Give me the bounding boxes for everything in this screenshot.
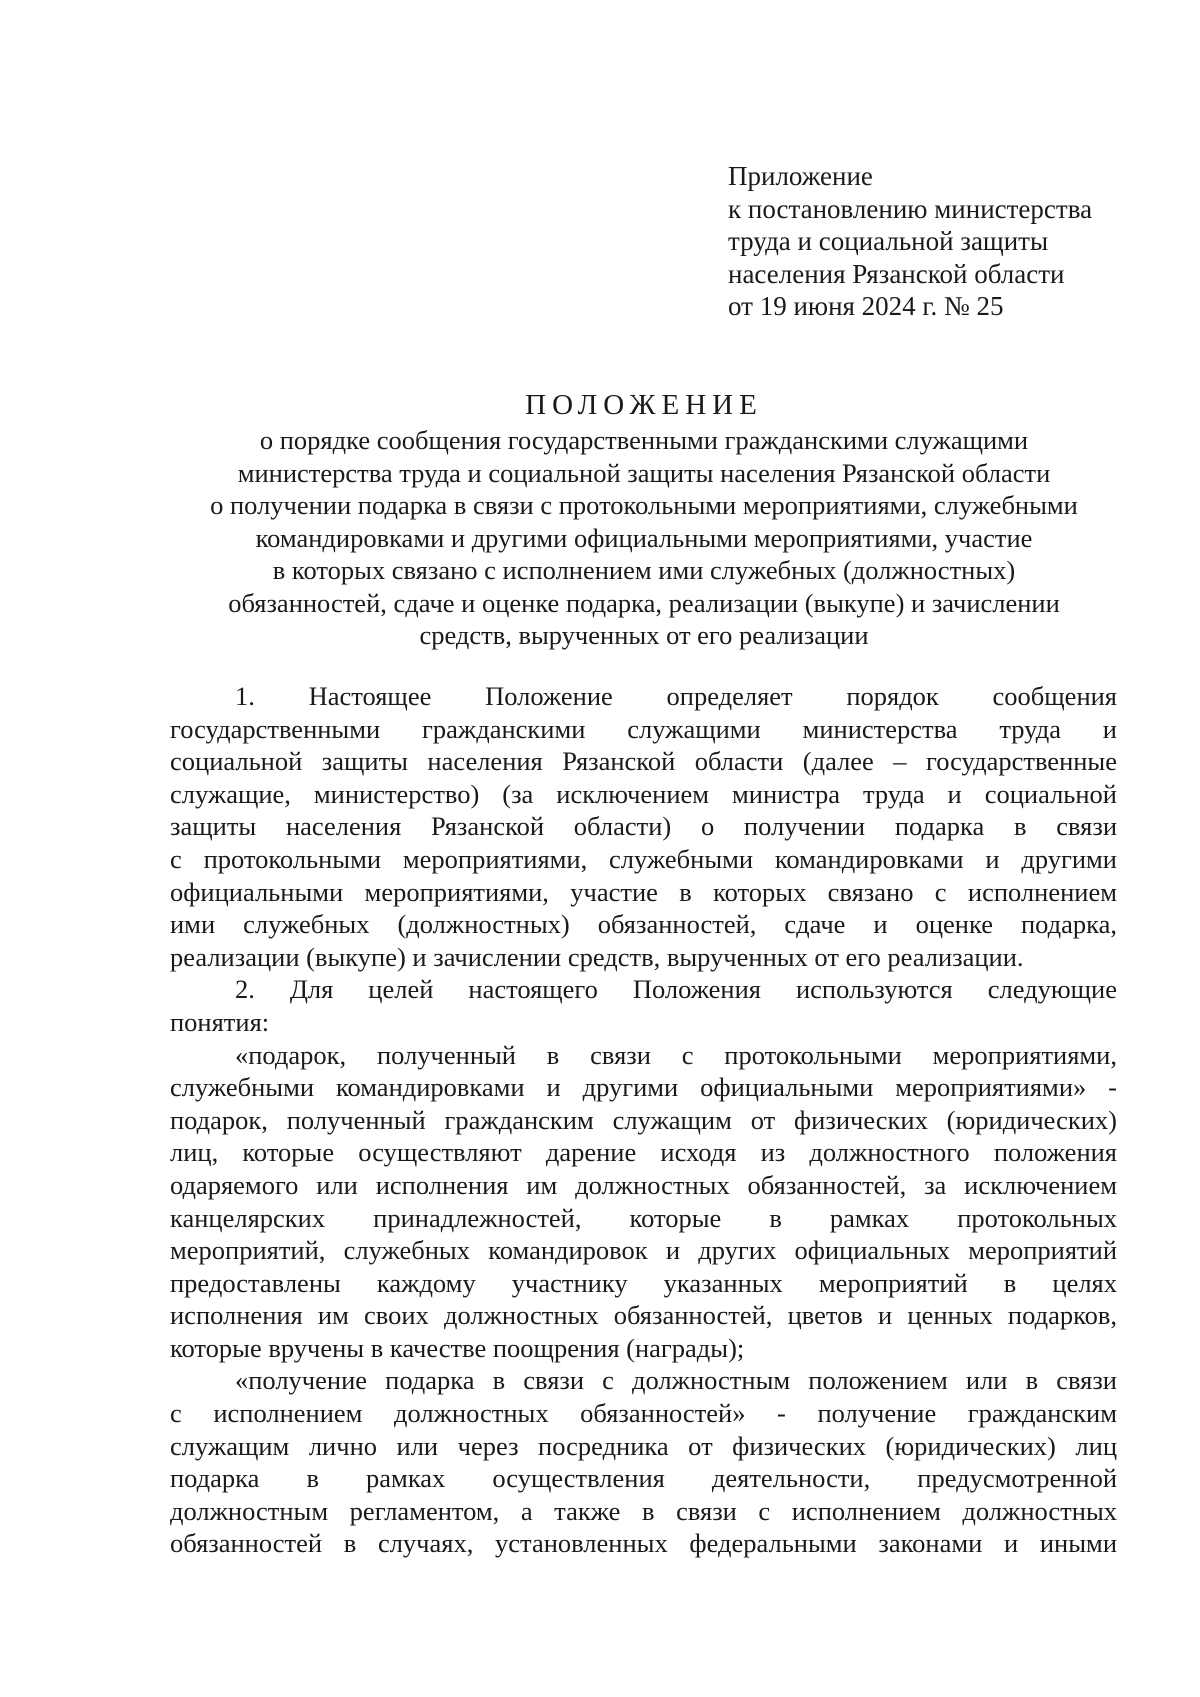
text-line: предоставлены каждому участнику указанных мероприятий в целях — [170, 1267, 1117, 1298]
appendix-line: населения Рязанской области — [728, 258, 1065, 289]
appendix-line: Приложение — [728, 161, 873, 191]
paragraph-3 — [170, 1039, 1117, 1365]
text-line: служащие, министерство) (за исключением министра труда и социальной — [170, 778, 1117, 809]
subtitle-line: министерства труда и социальной защиты населения Рязанской области — [237, 457, 1051, 488]
text-line: ими служебных (должностных) обязанностей, сдаче и оценке подарка, — [170, 909, 1117, 940]
subtitle-line: командировками и другими официальными мероприятиями, участие — [255, 522, 1033, 553]
text-line: исполнения им своих должностных обязанностей, цветов и ценных подарков, — [170, 1300, 1117, 1331]
text-line: служащим лично или через посредника от физических (юридических) лиц — [170, 1430, 1117, 1461]
appendix-line: труда и социальной защиты — [728, 226, 1049, 256]
text-line: понятия: — [170, 1006, 270, 1037]
title-block — [170, 388, 1118, 652]
subtitle-line: о порядке сообщения государственными гражданскими служащими — [259, 425, 1029, 455]
paragraph-2 — [170, 973, 1117, 1038]
appendix-line: к постановлению министерства — [728, 193, 1093, 224]
text-line: защиты населения Рязанской области) о получении подарка в связи — [170, 811, 1117, 842]
document-body — [170, 680, 1117, 1560]
text-line: 2. Для целей настоящего Положения используются следующие — [235, 974, 1117, 1005]
text-line: государственными гражданскими служащими министерства труда и — [170, 713, 1117, 744]
paragraph-1 — [170, 680, 1117, 973]
text-line: канцелярских принадлежностей, которые в рамках протокольных — [170, 1202, 1117, 1233]
paragraph-4 — [170, 1364, 1117, 1560]
appendix-block — [728, 160, 1092, 323]
subtitle-line: в которых связано с исполнением ими служебных (должностных) — [272, 555, 1016, 585]
text-line: 1. Настоящее Положение определяет порядок сообщения — [235, 681, 1117, 711]
document-heading: ПОЛОЖЕНИЕ — [525, 389, 763, 421]
text-line: социальной защиты населения Рязанской области (далее – государственные — [170, 746, 1117, 777]
appendix-line: от 19 июня 2024 г. № 25 — [728, 291, 1004, 321]
text-line: одаряемого или исполнения им должностных обязанностей, за исключением — [170, 1169, 1117, 1200]
text-line: которые вручены в качестве поощрения (награды); — [170, 1332, 745, 1363]
text-line: обязанностей в случаях, установленных федеральными законами и иными — [170, 1528, 1117, 1559]
text-line: официальными мероприятиями, участие в которых связано с исполнением — [170, 876, 1117, 907]
text-line: подарок, полученный гражданским служащим от физических (юридических) — [170, 1104, 1117, 1135]
text-line: реализации (выкупе) и зачислении средств, вырученных от его реализации. — [170, 941, 1024, 972]
subtitle-line: о получении подарка в связи с протокольными мероприятиями, служебными — [210, 490, 1078, 520]
text-line: служебными командировками и другими официальными мероприятиями» - — [170, 1072, 1117, 1103]
text-line: подарка в рамках осуществления деятельности, предусмотренной — [170, 1463, 1117, 1494]
text-line: «подарок, полученный в связи с протокольными мероприятиями, — [235, 1039, 1117, 1070]
text-line: должностным регламентом, а также в связи с исполнением должностных — [170, 1495, 1117, 1526]
subtitle-line: обязанностей, сдаче и оценке подарка, реализации (выкупе) и зачислении — [228, 587, 1060, 618]
text-line: с исполнением должностных обязанностей» - получение гражданским — [170, 1398, 1117, 1429]
text-line: «получение подарка в связи с должностным положением или в связи — [235, 1365, 1117, 1396]
document-subtitle — [170, 424, 1118, 652]
text-line: с протокольными мероприятиями, служебными командировками и другими — [170, 843, 1117, 874]
text-line: мероприятий, служебных командировок и других официальных мероприятий — [170, 1235, 1117, 1266]
text-line: лиц, которые осуществляют дарение исходя из должностного положения — [170, 1137, 1117, 1168]
subtitle-line: средств, вырученных от его реализации — [419, 620, 869, 650]
